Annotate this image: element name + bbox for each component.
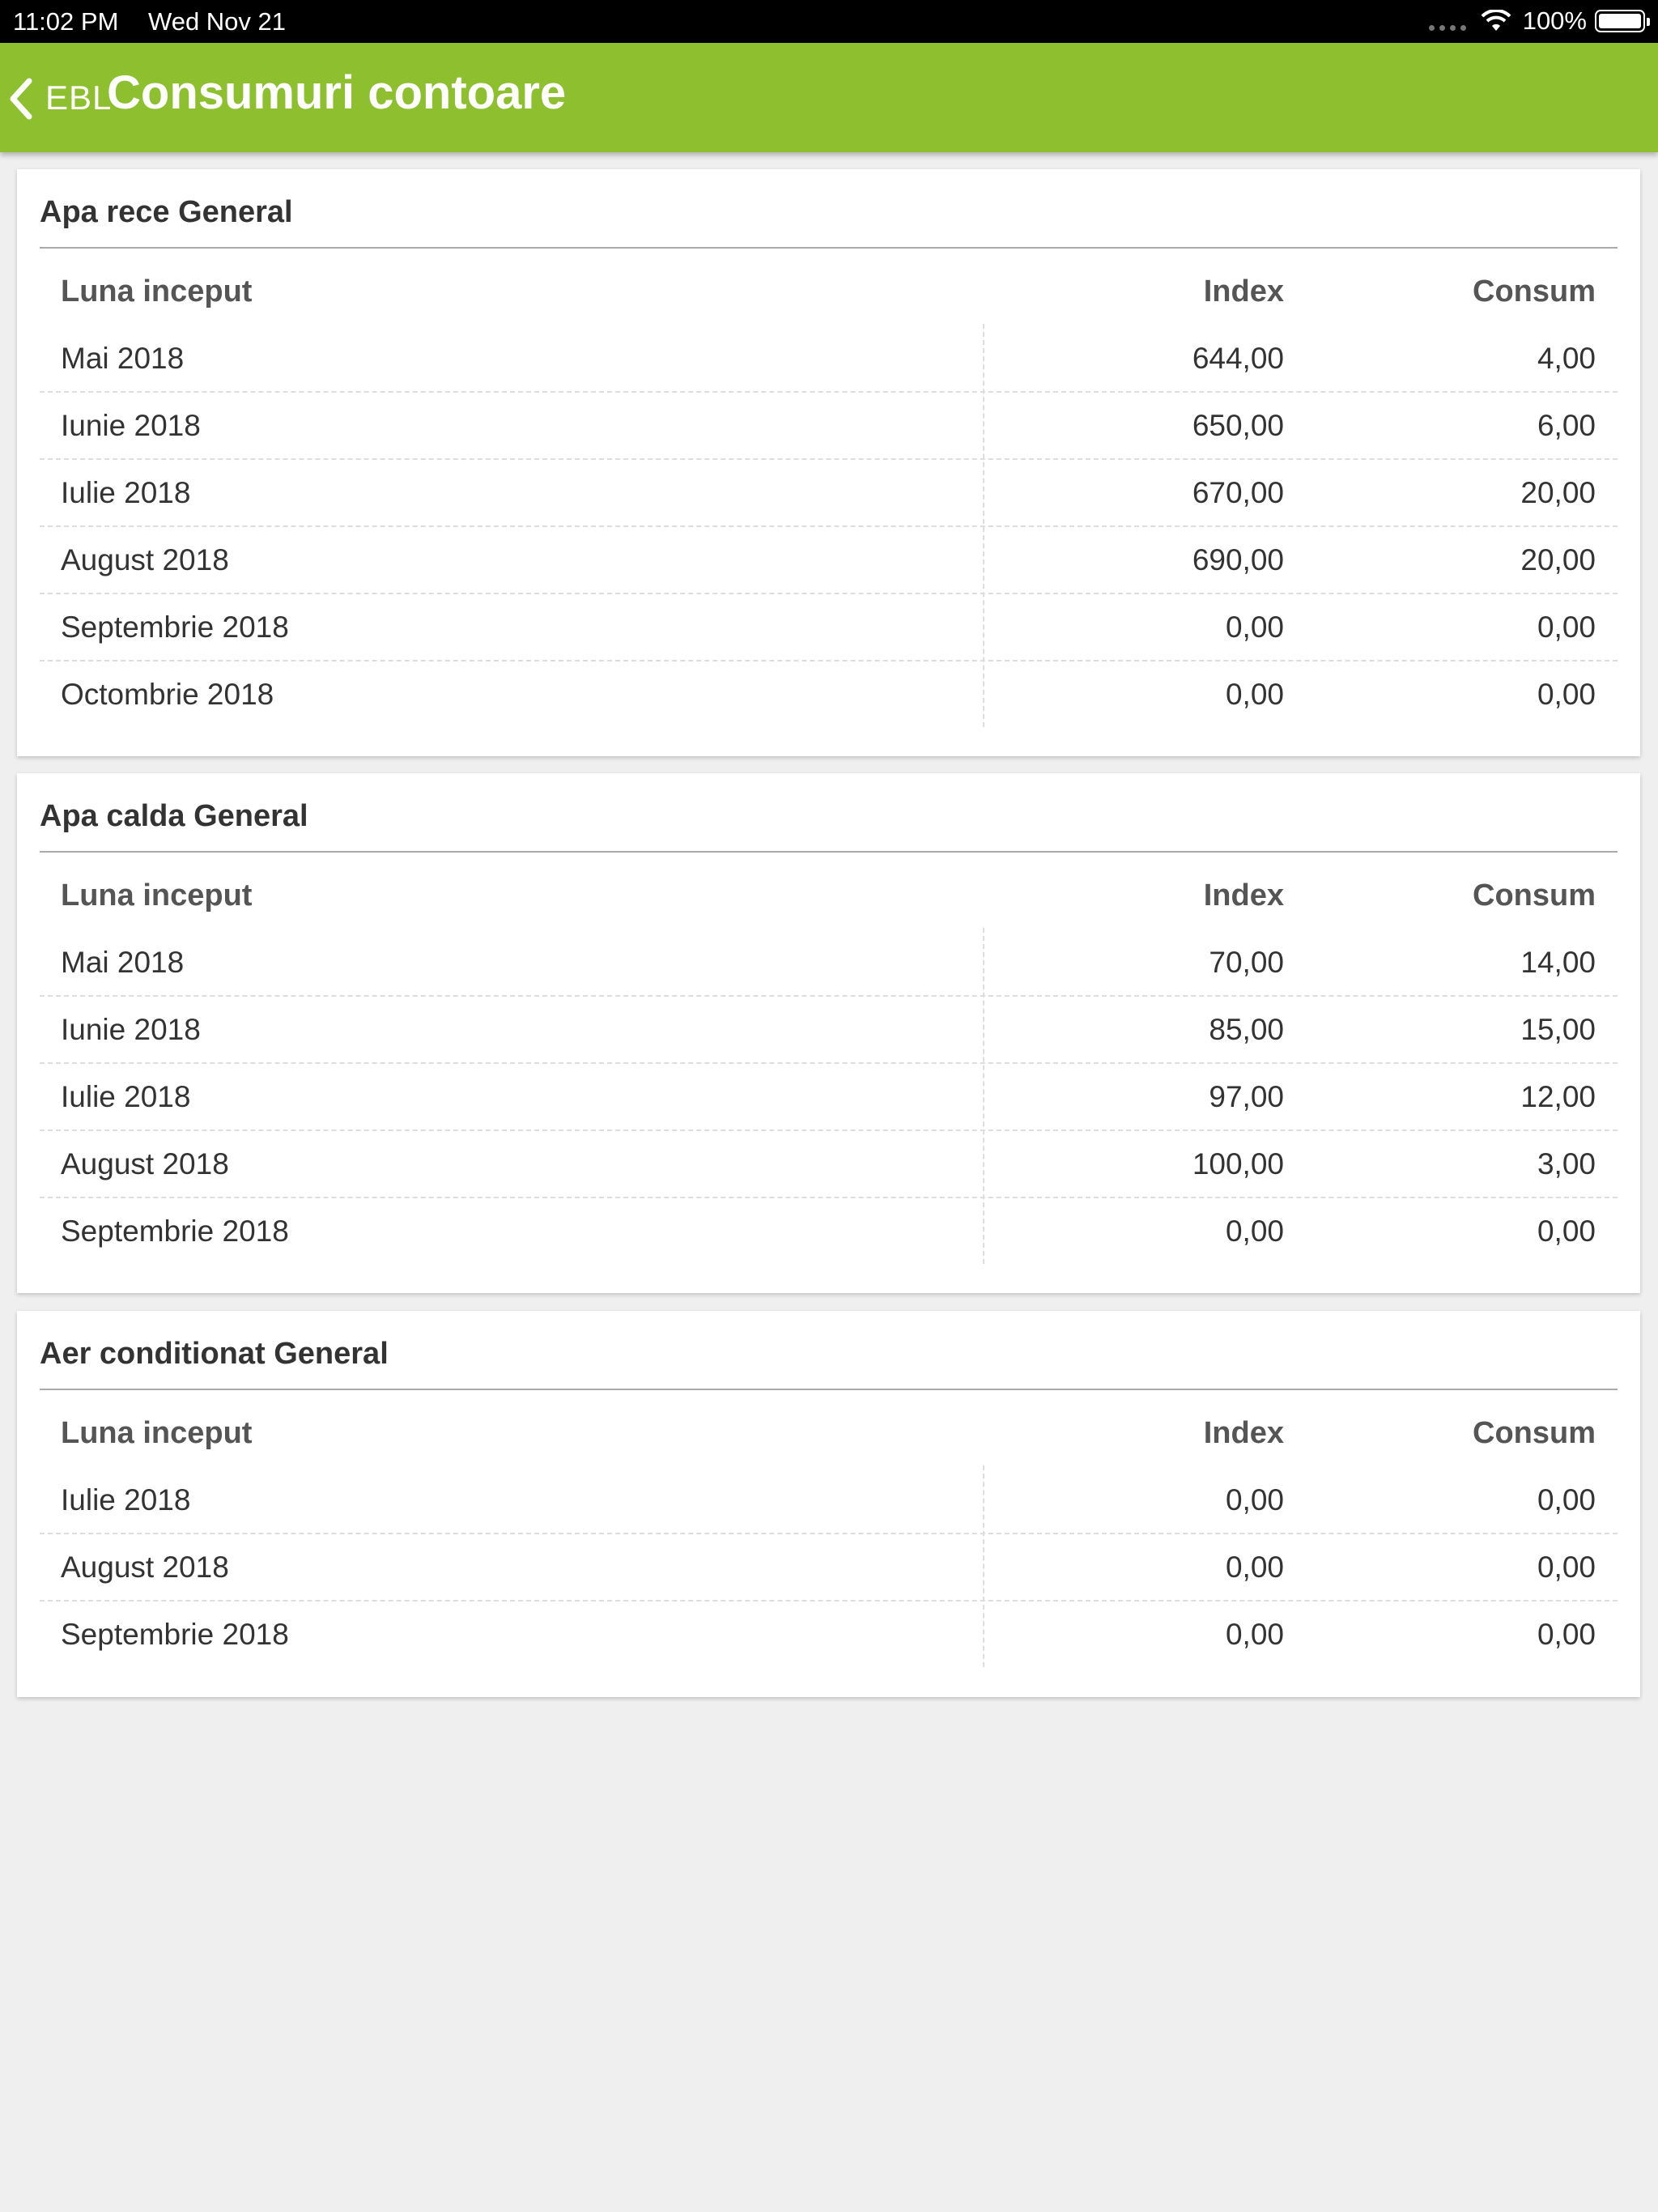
cell-month: Septembrie 2018 [61,1214,289,1248]
cell-consum: 0,00 [1537,1551,1596,1584]
table-row [40,391,1618,460]
page-title: Consumuri contoare [107,66,567,119]
cell-index: 670,00 [1192,476,1284,509]
cell-month: Octombrie 2018 [61,678,274,711]
cell-consum: 0,00 [1537,1618,1596,1651]
cell-month: August 2018 [61,1551,229,1584]
table-row [40,593,1618,661]
cell-index: 70,00 [1209,946,1284,979]
cell-month: Mai 2018 [61,342,185,375]
column-header-consum: Consum [1473,878,1596,912]
cell-consum: 0,00 [1537,1483,1596,1516]
cell-consum: 0,00 [1537,678,1596,711]
table-row [40,1600,1618,1667]
column-header-month: Luna inceput [61,878,253,912]
back-button-label: EBL [45,79,113,117]
cell-consum: 4,00 [1537,342,1596,375]
table-row [40,1465,1618,1534]
table-row [40,1129,1618,1198]
table-row [40,1533,1618,1602]
cell-month: Iunie 2018 [61,1013,201,1046]
app-header [0,43,1658,152]
battery-icon [1595,10,1645,32]
back-button[interactable] [0,43,113,152]
cell-index: 100,00 [1192,1147,1284,1180]
chevron-left-icon [6,76,34,121]
meter-card-apa-calda [17,773,1640,1293]
cell-month: Iulie 2018 [61,1080,191,1113]
card-divider [40,1389,1618,1390]
table-row [40,1062,1618,1131]
wifi-icon [1481,10,1511,32]
column-header-month: Luna inceput [61,274,253,308]
table-row [40,324,1618,393]
cell-consum: 15,00 [1520,1013,1596,1046]
column-header-month: Luna inceput [61,1416,253,1450]
table-row [40,660,1618,727]
table-row [40,995,1618,1064]
battery-percentage: 100% [1522,6,1587,35]
cell-consum: 0,00 [1537,610,1596,644]
cell-index: 0,00 [1225,1551,1284,1584]
card-divider [40,851,1618,853]
cell-index: 85,00 [1209,1013,1284,1046]
cell-consum: 3,00 [1537,1147,1596,1180]
status-date: Wed Nov 21 [148,7,287,36]
cell-index: 644,00 [1192,342,1284,375]
cell-consum: 20,00 [1520,543,1596,576]
cell-consum: 14,00 [1520,946,1596,979]
table-row [40,525,1618,594]
cell-month: Iunie 2018 [61,409,201,442]
cell-index: 690,00 [1192,543,1284,576]
meter-card-apa-rece [17,169,1640,756]
cell-month: Septembrie 2018 [61,1618,289,1651]
cell-index: 650,00 [1192,409,1284,442]
meter-card-aer-conditionat [17,1311,1640,1697]
card-title: Aer conditionat General [40,1337,389,1371]
cell-month: August 2018 [61,543,229,576]
cell-month: Iulie 2018 [61,1483,191,1516]
cell-consum: 12,00 [1520,1080,1596,1113]
column-header-index: Index [1203,1416,1284,1450]
card-title: Apa rece General [40,195,293,229]
cellular-signal-icon [1429,25,1466,31]
table-row [40,458,1618,527]
status-bar [0,0,1658,43]
column-header-consum: Consum [1473,1416,1596,1450]
card-divider [40,247,1618,249]
table-row [40,1197,1618,1264]
card-title: Apa calda General [40,799,308,833]
cell-consum: 0,00 [1537,1214,1596,1248]
status-indicators [1429,6,1645,36]
cell-month: Mai 2018 [61,946,185,979]
cell-index: 0,00 [1225,678,1284,711]
status-time: 11:02 PM [13,7,119,36]
column-header-index: Index [1203,274,1284,308]
cell-consum: 6,00 [1537,409,1596,442]
cell-month: August 2018 [61,1147,229,1180]
cell-index: 0,00 [1225,1483,1284,1516]
cell-index: 0,00 [1225,1214,1284,1248]
cell-index: 0,00 [1225,610,1284,644]
cell-month: Iulie 2018 [61,476,191,509]
cell-index: 97,00 [1209,1080,1284,1113]
cell-index: 0,00 [1225,1618,1284,1651]
cell-consum: 20,00 [1520,476,1596,509]
cell-month: Septembrie 2018 [61,610,289,644]
column-header-consum: Consum [1473,274,1596,308]
table-row [40,928,1618,997]
column-header-index: Index [1203,878,1284,912]
